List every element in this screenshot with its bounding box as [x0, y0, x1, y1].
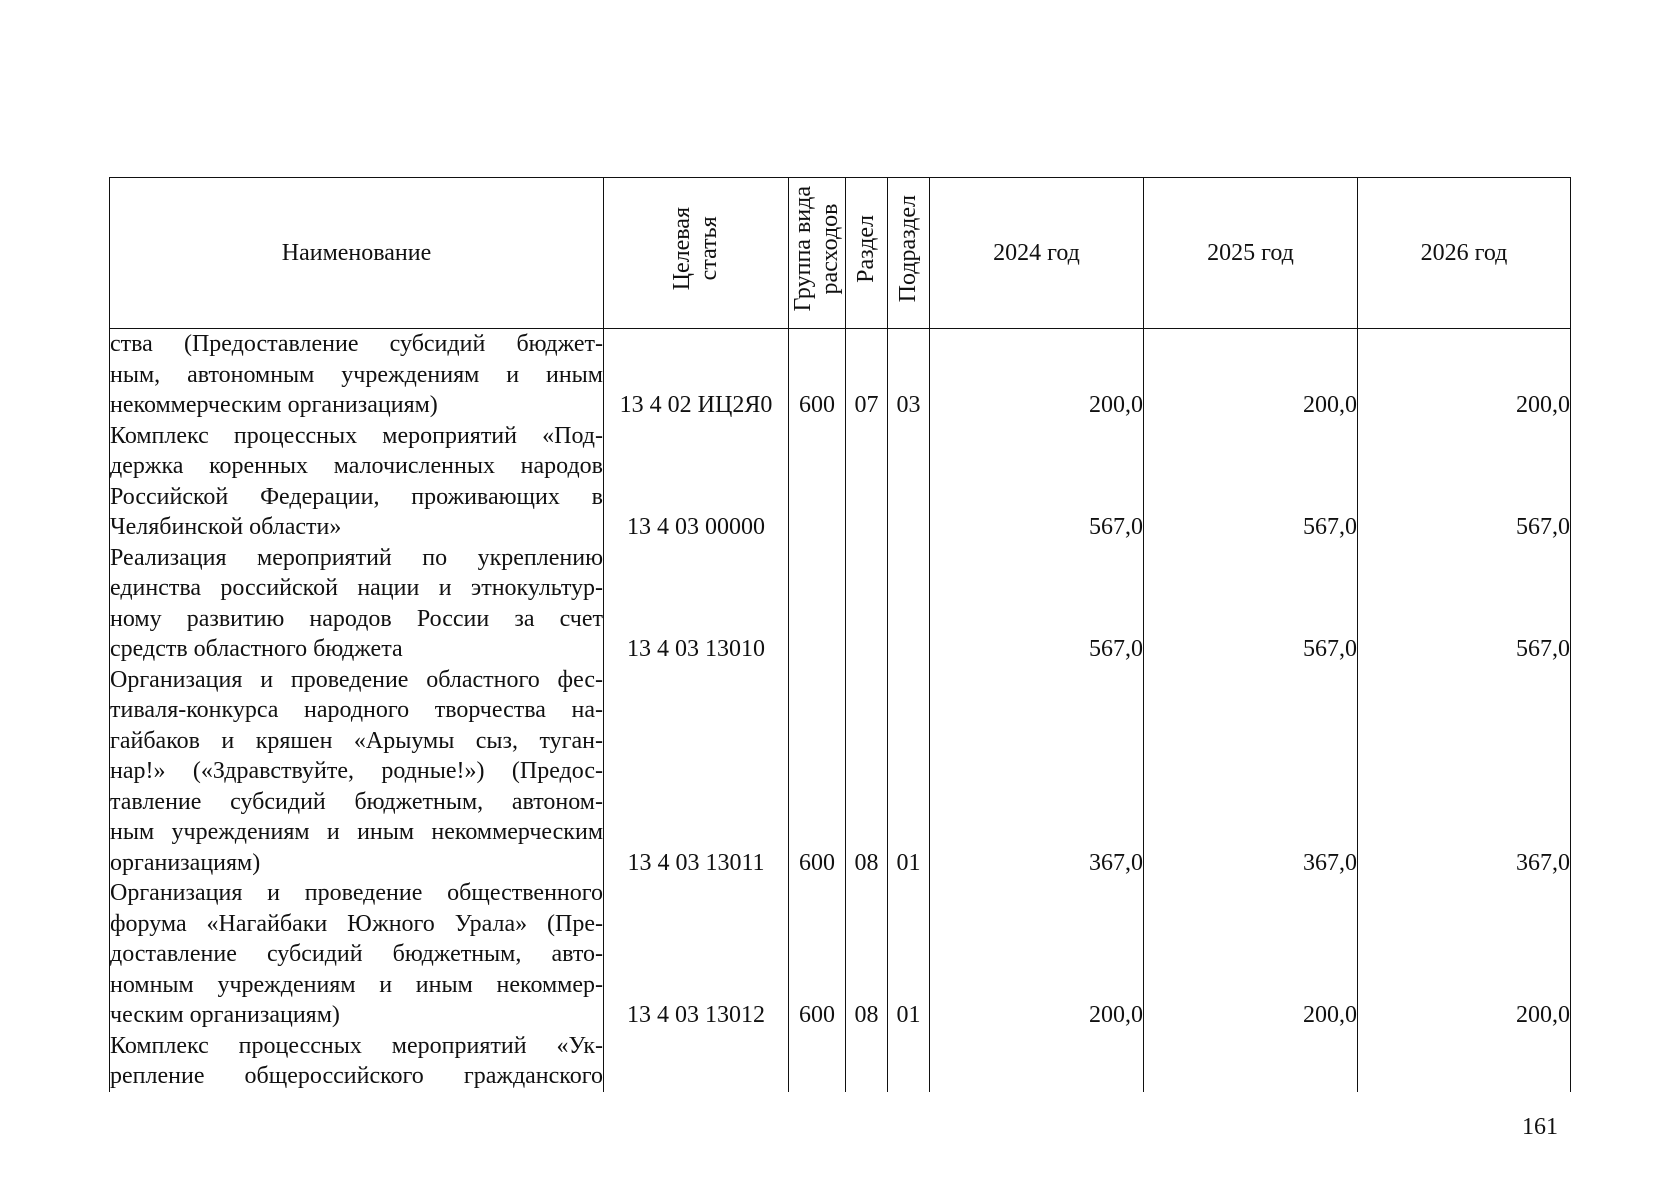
row-value-2024: 567,0: [930, 543, 1144, 665]
row-name-line: ным учреждениям и иным некоммерческим: [110, 819, 603, 845]
row-section: [846, 543, 888, 665]
row-name-line: номным учреждениям и иным некоммер-: [110, 971, 603, 998]
row-target-article: 13 4 02 ИЦ2Я0: [604, 329, 789, 421]
row-name-line: доставление субсидий бюджетным, авто-: [110, 941, 603, 967]
row-target-article: 13 4 03 13011: [604, 665, 789, 879]
row-value-2024: 200,0: [930, 329, 1144, 421]
row-value-2026: 200,0: [1358, 329, 1571, 421]
row-value-2025: 567,0: [1144, 421, 1358, 543]
table-header-row: [110, 178, 1571, 329]
header-year-2025: 2025 год: [1144, 178, 1358, 329]
header-year-2026: 2026 год: [1358, 178, 1571, 329]
row-target-article: 13 4 03 13010: [604, 543, 789, 665]
row-name: [110, 1031, 604, 1092]
header-target-article: Целевая статья: [604, 178, 789, 329]
row-name-line: гайбаков и кряшен «Арыумы сыз, туган-: [110, 727, 603, 754]
row-target-article: 13 4 03 00000: [604, 421, 789, 543]
row-section: [846, 421, 888, 543]
row-name-line: Организация и проведение общественного: [110, 880, 603, 906]
row-name: [110, 543, 604, 665]
row-expense-group: 600: [789, 665, 846, 879]
row-name-line: средств областного бюджета: [110, 636, 403, 662]
row-subsection: [888, 1031, 930, 1092]
row-name: [110, 878, 604, 1031]
row-value-2025: 200,0: [1144, 878, 1358, 1031]
row-subsection: 01: [888, 878, 930, 1031]
row-name-line: репление общероссийского гражданского: [110, 1063, 603, 1089]
row-subsection: [888, 543, 930, 665]
row-name-line: Комплекс процессных мероприятий «Под-: [110, 422, 603, 449]
row-name: [110, 329, 604, 421]
row-value-2026: 567,0: [1358, 543, 1571, 665]
row-value-2024: 200,0: [930, 878, 1144, 1031]
row-name: [110, 665, 604, 879]
table-row: [110, 543, 1571, 665]
row-expense-group: [789, 421, 846, 543]
budget-table: [109, 177, 1571, 1092]
row-subsection: [888, 421, 930, 543]
row-value-2025: 200,0: [1144, 329, 1358, 421]
row-value-2026: [1358, 1031, 1571, 1092]
row-name-line: держка коренных малочисленных народов: [110, 453, 603, 479]
row-name-line: тавление субсидий бюджетным, автоном-: [110, 788, 603, 815]
row-value-2025: 567,0: [1144, 543, 1358, 665]
row-name-line: ному развитию народов России за счет: [110, 605, 603, 632]
row-name-line: некоммерческим организациям): [110, 392, 438, 418]
row-section: 07: [846, 329, 888, 421]
row-name-line: тиваля-конкурса народного творчества на-: [110, 697, 603, 723]
header-section: Раздел: [846, 178, 888, 329]
row-subsection: 01: [888, 665, 930, 879]
row-name-line: Комплекс процессных мероприятий «Ук-: [110, 1032, 603, 1059]
row-value-2026: 567,0: [1358, 421, 1571, 543]
row-target-article: [604, 1031, 789, 1092]
table-row: [110, 878, 1571, 1031]
row-expense-group: 600: [789, 878, 846, 1031]
header-subsection: Подраздел: [888, 178, 930, 329]
table-row: [110, 665, 1571, 879]
row-value-2026: 200,0: [1358, 878, 1571, 1031]
row-name: [110, 421, 604, 543]
row-target-article: 13 4 03 13012: [604, 878, 789, 1031]
row-expense-group: 600: [789, 329, 846, 421]
row-expense-group: [789, 1031, 846, 1092]
row-value-2024: [930, 1031, 1144, 1092]
row-name-line: Челябинской области»: [110, 514, 342, 540]
row-value-2026: 367,0: [1358, 665, 1571, 879]
row-subsection: 03: [888, 329, 930, 421]
row-expense-group: [789, 543, 846, 665]
row-name-line: организациям): [110, 849, 261, 876]
row-value-2025: [1144, 1031, 1358, 1092]
row-name-line: ным, автономным учреждениям и иным: [110, 361, 603, 388]
header-year-2024: 2024 год: [930, 178, 1144, 329]
row-name-line: единства российской нации и этнокультур-: [110, 575, 603, 601]
page-number: 161: [1522, 1114, 1558, 1140]
row-section: [846, 1031, 888, 1092]
table-row: [110, 1031, 1571, 1092]
header-expense-group: Группа вида расходов: [789, 178, 846, 329]
row-name-line: Организация и проведение областного фес-: [110, 666, 603, 693]
header-name: Наименование: [110, 178, 604, 329]
row-name-line: ческим организациям): [110, 1002, 340, 1028]
row-section: 08: [846, 878, 888, 1031]
row-value-2024: 367,0: [930, 665, 1144, 879]
row-name-line: Реализация мероприятий по укреплению: [110, 544, 603, 571]
row-name-line: нар!» («Здравствуйте, родные!») (Предос-: [110, 758, 603, 784]
row-name-line: ства (Предоставление субсидий бюджет-: [110, 331, 603, 357]
table-row: [110, 329, 1571, 421]
row-name-line: Российской Федерации, проживающих в: [110, 483, 603, 510]
row-value-2024: 567,0: [930, 421, 1144, 543]
row-value-2025: 367,0: [1144, 665, 1358, 879]
row-name-line: форума «Нагайбаки Южного Урала» (Пре-: [110, 910, 603, 937]
row-section: 08: [846, 665, 888, 879]
table-row: [110, 421, 1571, 543]
table-body: [110, 329, 1571, 1092]
